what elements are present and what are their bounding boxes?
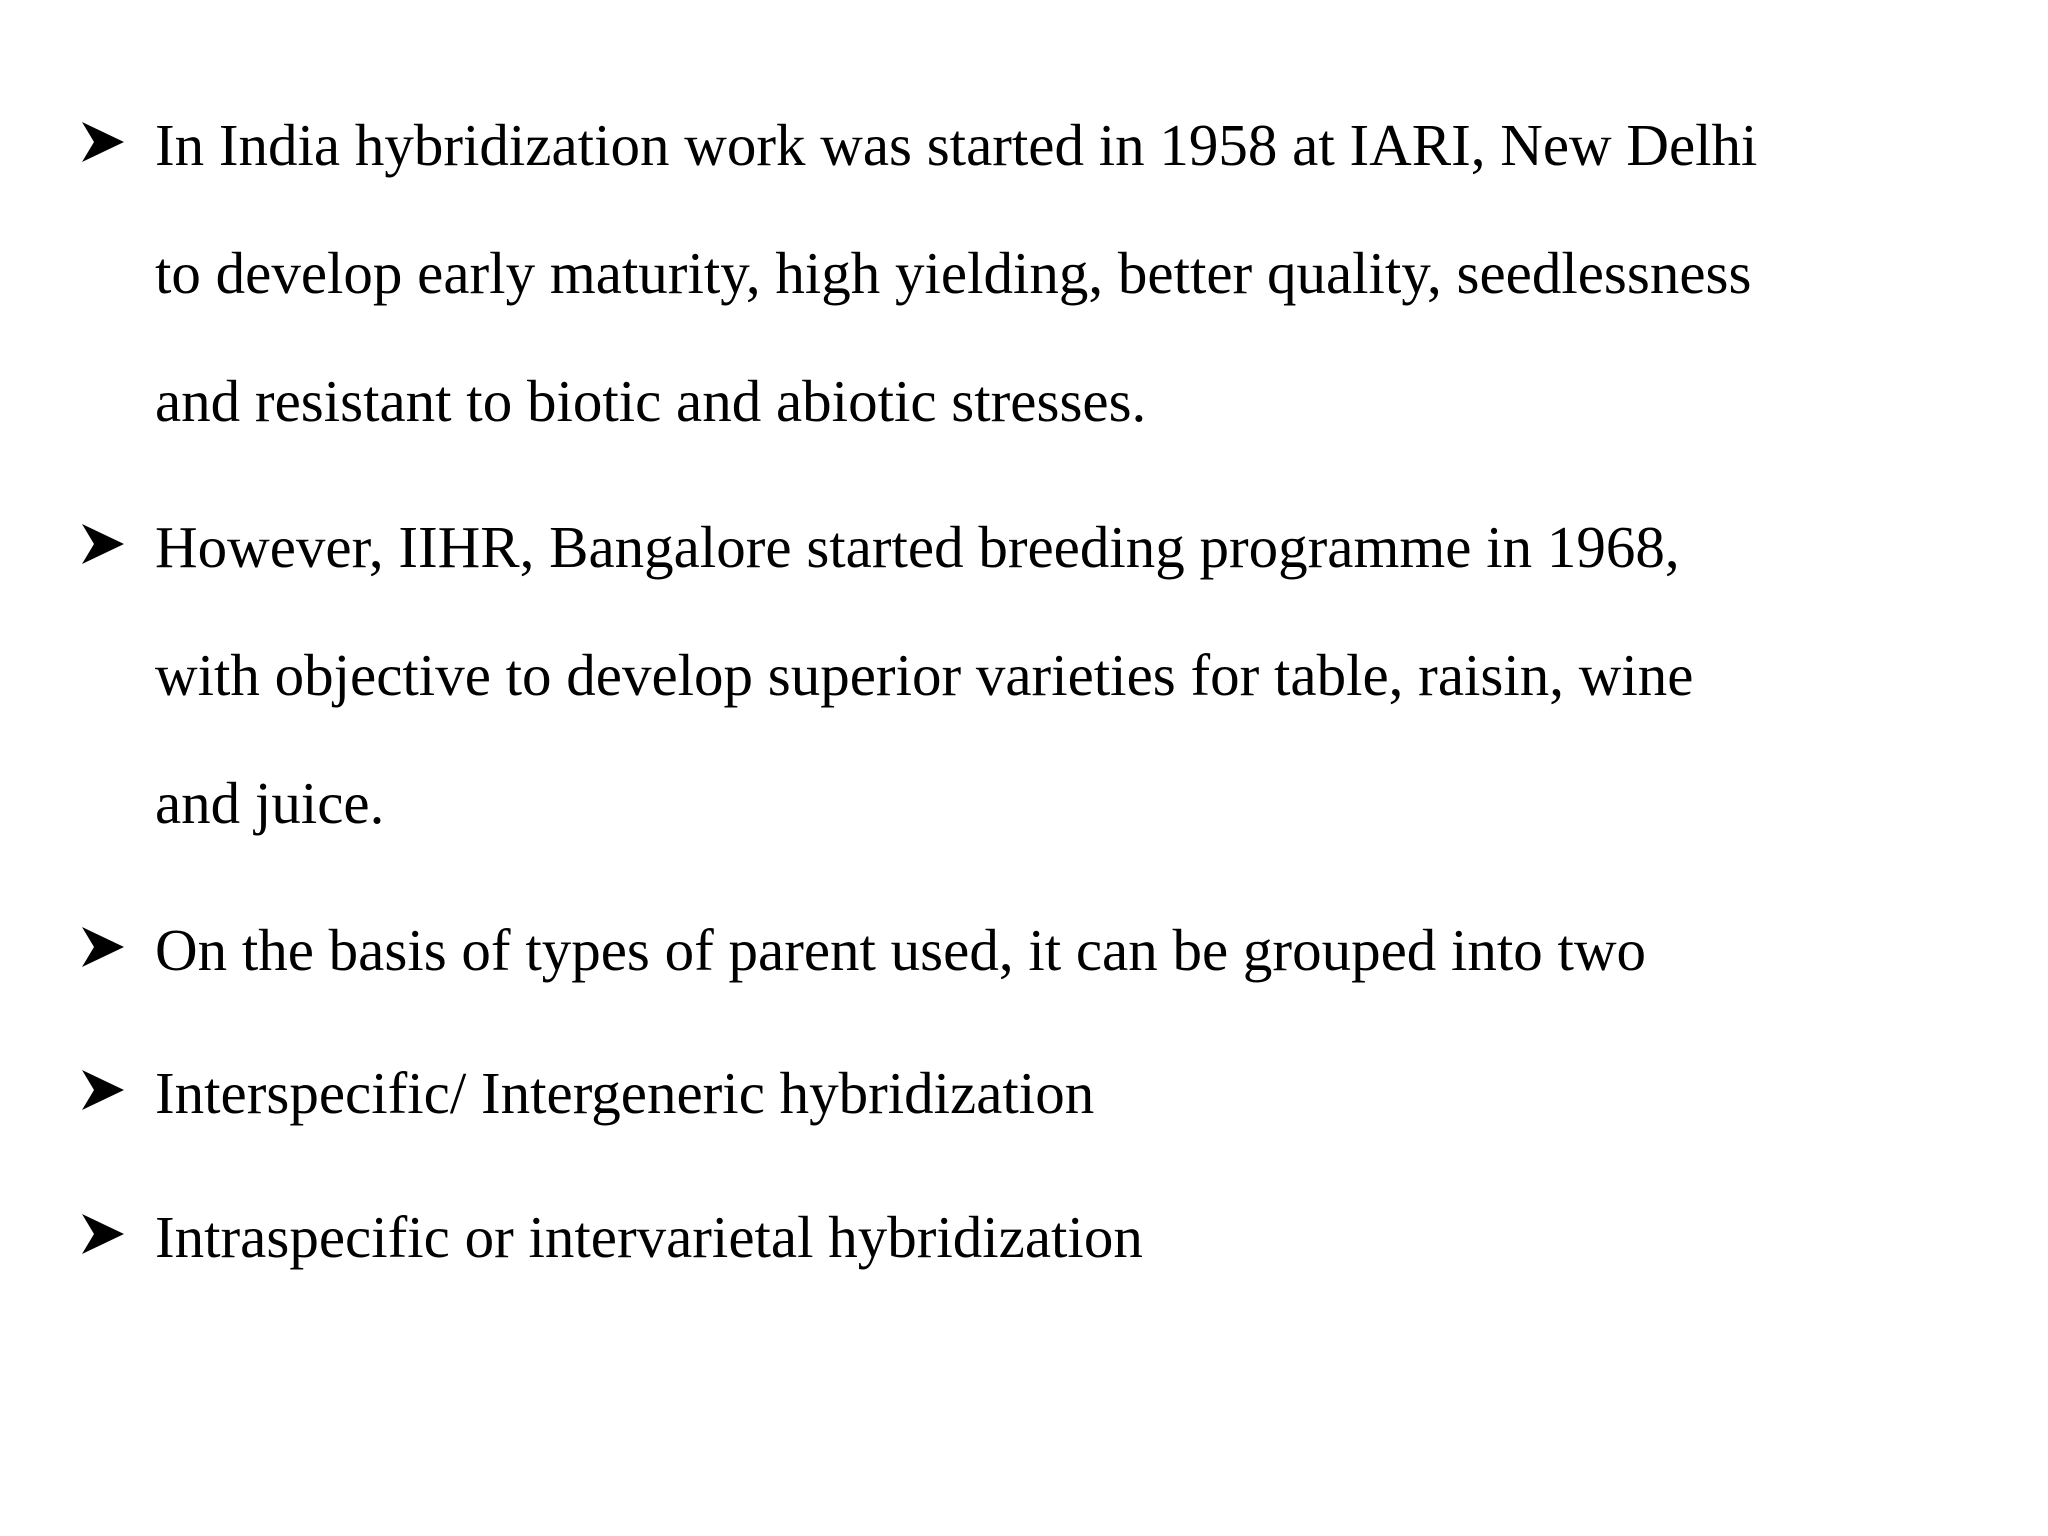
bullet-text-line: and juice. xyxy=(155,770,385,836)
bullet-text-line: Interspecific/ Intergeneric hybridization xyxy=(155,1060,1095,1126)
bullet-text-line: However, IIHR, Bangalore started breeding programme in 1968, xyxy=(155,514,1680,580)
bullet-text-line: with objective to develop superior varieties for table, raisin, wine xyxy=(155,642,1694,708)
arrowhead-bullet-icon xyxy=(80,522,126,566)
bullet-text-line: and resistant to biotic and abiotic stresses. xyxy=(155,368,1147,434)
bullet-text-line: to develop early maturity, high yielding, better quality, seedlessness xyxy=(155,240,1752,306)
arrowhead-bullet-icon xyxy=(80,925,126,969)
arrowhead-bullet-icon xyxy=(80,120,126,164)
arrowhead-bullet-icon xyxy=(80,1212,126,1256)
bullet-text-line: In India hybridization work was started in 1958 at IARI, New Delhi xyxy=(155,112,1758,178)
arrowhead-bullet-icon xyxy=(80,1068,126,1112)
bullet-text-line: Intraspecific or intervarietal hybridization xyxy=(155,1204,1143,1270)
bullet-text-line: On the basis of types of parent used, it can be grouped into two xyxy=(155,917,1647,983)
